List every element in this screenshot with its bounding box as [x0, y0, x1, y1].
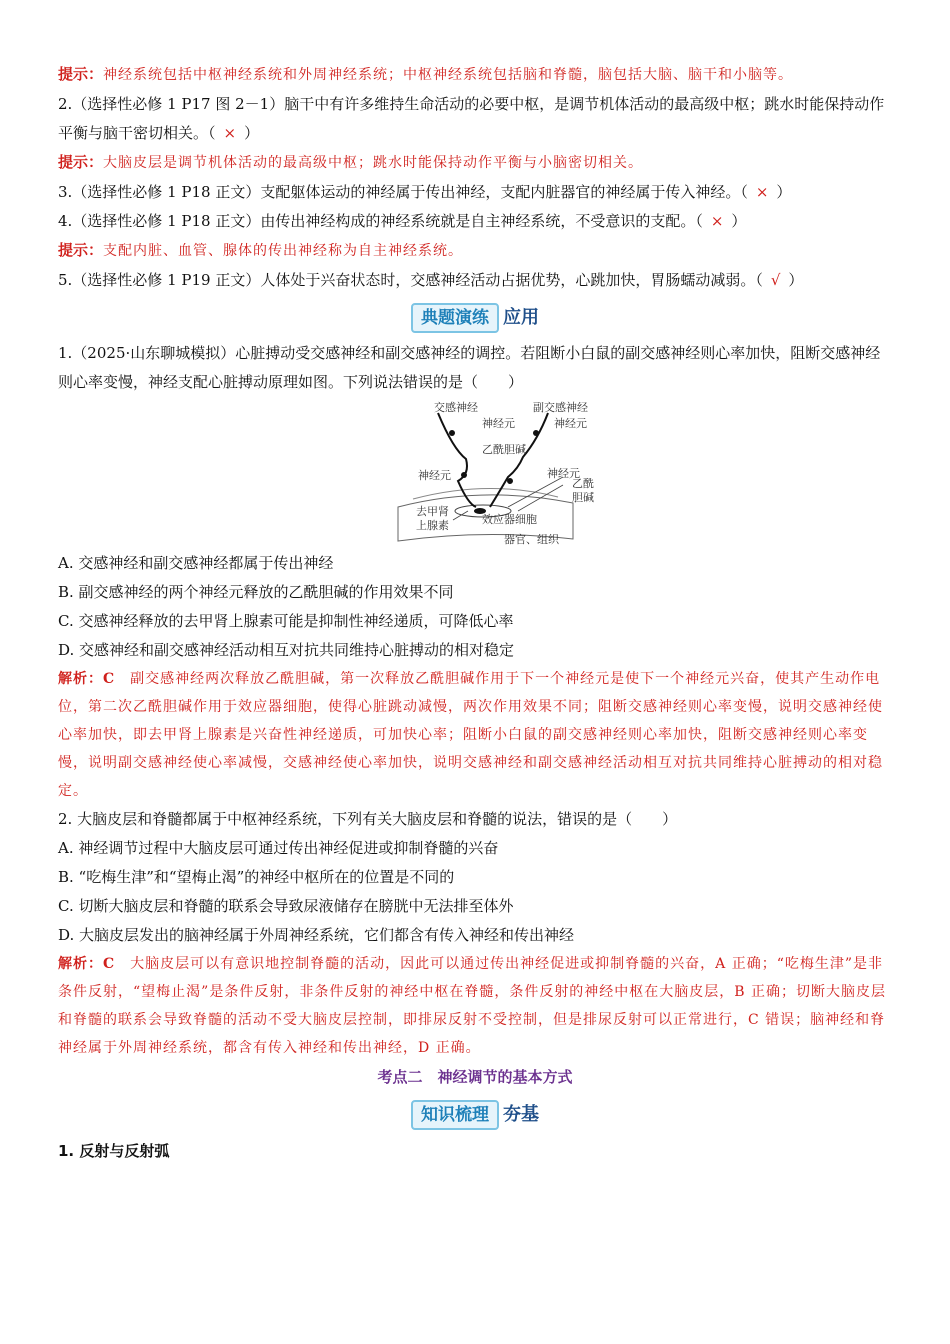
label-norepinephrine-a: 去甲肾	[416, 505, 449, 518]
answer-mark: √	[770, 271, 781, 289]
hint-label: 提示：	[58, 241, 104, 259]
label-organ-tissue: 器官、组织	[504, 533, 559, 546]
neuron-body	[533, 430, 539, 436]
badge-label: 应用	[503, 307, 539, 328]
hint-text: 支配内脏、血管、腺体的传出神经称为自主神经系统。	[103, 243, 464, 259]
question-text: 3.（选择性必修 1 P18 正文）支配躯体运动的神经属于传出神经，支配内脏器官的神经属于传入神经。（	[58, 183, 748, 201]
neuron-body	[507, 478, 513, 484]
neuron-body	[461, 472, 467, 478]
hint-label: 提示：	[58, 153, 104, 171]
question-4: 4.（选择性必修 1 P18 正文）由传出神经构成的神经系统就是自主神经系统，不受意识的支配。（ × ）	[58, 212, 747, 230]
option-d: D. 交感神经和副交感神经活动相互对抗共同维持心脏搏动的相对稳定	[58, 641, 515, 659]
label-effector-cell: 效应器细胞	[482, 513, 537, 526]
option-c: C. 切断大脑皮层和脊髓的联系会导致尿液储存在膀胱中无法排至体外	[58, 897, 514, 915]
label-acetylcholine: 乙酰胆碱	[482, 443, 526, 456]
section-badge-application	[58, 303, 892, 333]
label-acetylcholine-a: 乙酰	[572, 477, 594, 490]
section-badge-foundation	[58, 1100, 892, 1130]
option-a: A. 神经调节过程中大脑皮层可通过传出神经促进或抑制脊髓的兴奋	[58, 839, 499, 857]
hint-text: 大脑皮层是调节机体活动的最高级中枢；跳水时能保持动作平衡与小脑密切相关。	[103, 155, 644, 171]
badge-box: 知识梳理	[411, 1100, 499, 1130]
analysis-text: 大脑皮层可以有意识地控制脊髓的活动，因此可以通过传出神经促进或抑制脊髓的兴奋，A 正确；“吃梅生津”是非条件反射，“望梅止渴”是条件反射，非条件反射的神经中枢在脊髓，条件反射的神经中枢在大脑皮层，B 正确；切断大脑皮层和脊髓的联系会导致脊髓的活动不受大脑皮层控制，即排尿反射不受控制，但是排尿反射可以正常进行，C 错误；脑神经和脊神经属于外周神经系统，都含有传入神经和传出神经，D 正确。	[58, 956, 887, 1056]
option-b: B. 副交感神经的两个神经元释放的乙酰胆碱的作用效果不同	[58, 583, 454, 601]
label-acetylcholine-b: 胆碱	[572, 491, 594, 504]
hint-text: 神经系统包括中枢神经系统和外周神经系统；中枢神经系统包括脑和脊髓，脑包括大脑、脑干和小脑等。	[103, 67, 794, 83]
option-c: C. 交感神经释放的去甲肾上腺素可能是抑制性神经递质，可降低心率	[58, 612, 514, 630]
label-neuron: 神经元	[418, 469, 451, 482]
question-text: 5.（选择性必修 1 P19 正文）人体处于兴奋状态时，交感神经活动占据优势，心跳加快，胃肠蠕动减弱。（	[58, 271, 763, 289]
label-sympathetic: 交感神经	[434, 401, 478, 414]
option-d: D. 大脑皮层发出的脑神经属于外周神经系统，它们都含有传入神经和传出神经	[58, 926, 575, 944]
problem-1-stem: 1.（2025·山东聊城模拟）心脏搏动受交感神经和副交感神经的调控。若阻断小白鼠的副交感神经则心率加快，阻断交感神经则心率变慢，神经支配心脏搏动原理如图。下列说法错误的是（ ）	[58, 344, 881, 391]
document-page	[58, 60, 892, 1166]
hint-2	[58, 148, 892, 178]
hint-3	[58, 236, 892, 266]
answer-mark: ×	[223, 124, 237, 142]
question-3: 3.（选择性必修 1 P18 正文）支配躯体运动的神经属于传出神经，支配内脏器官的神经属于传入神经。（ × ）	[58, 183, 792, 201]
pointer-line	[508, 477, 563, 507]
problem-2-stem: 2. 大脑皮层和脊髓都属于中枢神经系统，下列有关大脑皮层和脊髓的说法，错误的是（ ）	[58, 810, 678, 828]
analysis-label: 解析：C	[58, 956, 116, 972]
option-a: A. 交感神经和副交感神经都属于传出神经	[58, 554, 334, 572]
analysis-label: 解析：C	[58, 671, 116, 687]
badge-label: 夯基	[503, 1104, 539, 1125]
hint-1	[58, 60, 892, 90]
hint-label: 提示：	[58, 65, 104, 83]
question-2: 2.（选择性必修 1 P17 图 2－1）脑干中有许多维持生命活动的必要中枢，是调节机体活动的最高级中枢；跳水时能保持动作平衡与脑干密切相关。（ × ）	[58, 95, 885, 142]
sympathetic-nerve-path	[438, 413, 476, 507]
analysis-text: 副交感神经两次释放乙酰胆碱，第一次释放乙酰胆碱作用于下一个神经元是使下一个神经元兴奋，使其产生动作电位，第二次乙酰胆碱作用于效应器细胞，使得心脏跳动减慢，两次作用效果不同；阻断交感神经则心率变慢，说明交感神经使心率加快，即去甲肾上腺素是兴奋性神经递质，可加快心率；阻断小白鼠的副交感神经则心率加快，阻断交感神经则心率变慢，说明副交感神经使心率减慢，交感神经使心率加快，说明交感神经和副交感神经活动相互对抗共同维持心脏搏动的相对稳定。	[58, 671, 883, 799]
nerve-heart-diagram	[358, 399, 608, 549]
label-parasympathetic: 副交感神经	[533, 401, 588, 414]
label-neuron: 神经元	[554, 417, 587, 430]
label-neuron: 神经元	[547, 467, 580, 480]
label-neuron: 神经元	[482, 417, 515, 430]
analysis-1	[58, 665, 892, 805]
option-b: B. “吃梅生津”和“望梅止渴”的神经中枢所在的位置是不同的	[58, 868, 455, 886]
question-text: 4.（选择性必修 1 P18 正文）由传出神经构成的神经系统就是自主神经系统，不受意识的支配。（	[58, 212, 703, 230]
answer-mark: ×	[710, 212, 724, 230]
analysis-2	[58, 950, 892, 1062]
kaodian-heading: 考点二 神经调节的基本方式	[377, 1068, 573, 1086]
diagram-svg	[358, 399, 608, 549]
question-text: 2.（选择性必修 1 P17 图 2－1）脑干中有许多维持生命活动的必要中枢，是调节机体活动的最高级中枢；跳水时能保持动作平衡与脑干密切相关。（	[58, 95, 885, 142]
question-5: 5.（选择性必修 1 P19 正文）人体处于兴奋状态时，交感神经活动占据优势，心跳加快，胃肠蠕动减弱。（ √ ）	[58, 271, 804, 289]
label-norepinephrine-b: 上腺素	[416, 519, 449, 532]
subheading-reflex: 1. 反射与反射弧	[58, 1142, 170, 1160]
answer-mark: ×	[755, 183, 769, 201]
badge-box: 典题演练	[411, 303, 499, 333]
neuron-body	[449, 430, 455, 436]
